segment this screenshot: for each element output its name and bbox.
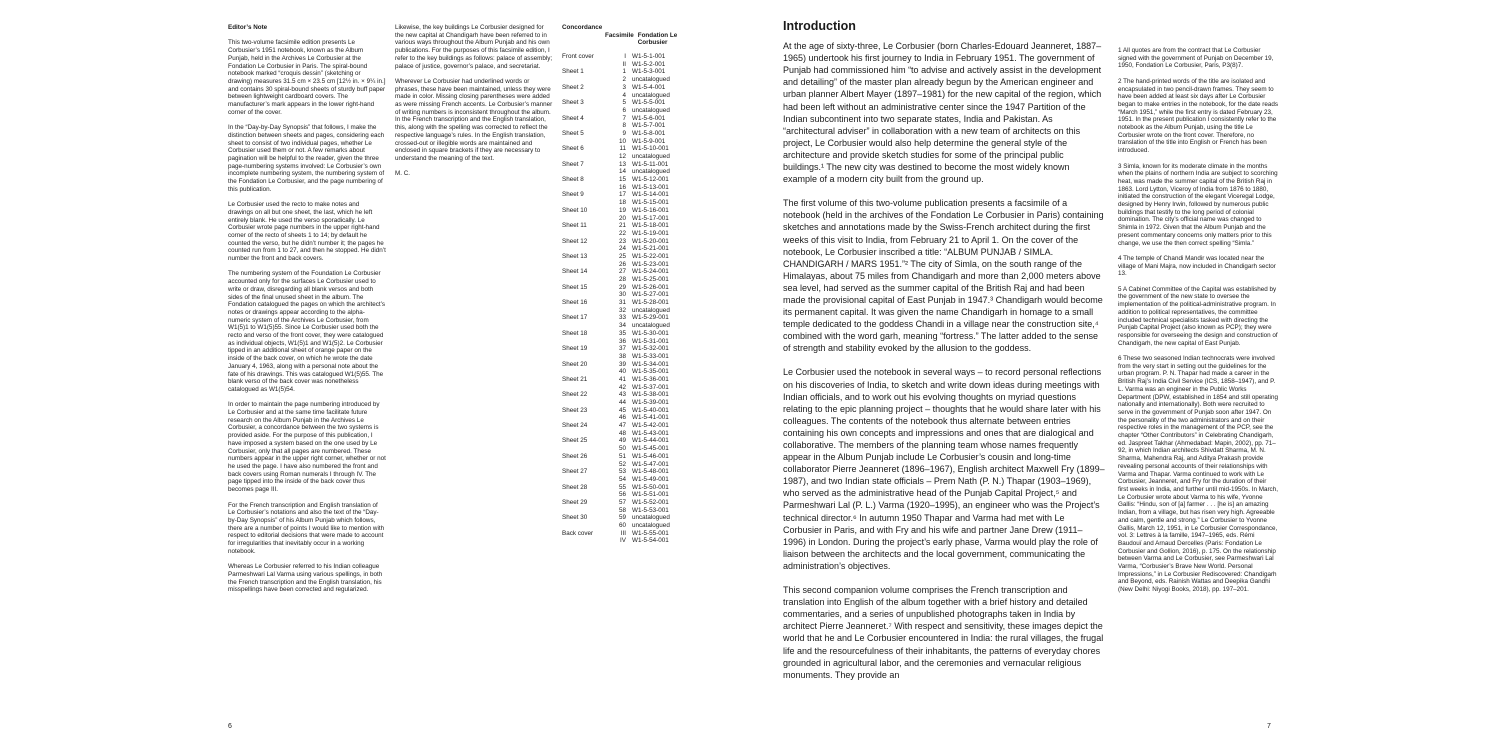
concordance-sheet-label	[562, 338, 608, 346]
concordance-fondation-code: W1-5-4-001	[632, 83, 666, 91]
concordance-sheet-label: Sheet 7	[562, 160, 584, 168]
concordance-row	[562, 484, 692, 492]
concordance-fondation-code: W1-5-11-001	[632, 160, 669, 168]
concordance-fondation-code: W1-5-3-001	[632, 68, 666, 76]
concordance-sheet-label	[562, 184, 608, 192]
concordance-facsimile-number: 17	[618, 191, 626, 199]
concordance-row	[562, 307, 692, 315]
concordance-row	[562, 76, 692, 84]
concordance-row	[562, 491, 692, 499]
concordance-fondation-code: W1-5-34-001	[632, 360, 669, 368]
concordance-sheet-label	[562, 445, 608, 453]
concordance-sheet-label	[562, 430, 608, 438]
concordance-facsimile-number: I	[624, 53, 626, 61]
concordance-fondation-code: W1-5-32-001	[632, 345, 669, 353]
paragraph: This second companion volume comprises the French transcription and translation into English of the album together with a brief history and detailed commentaries, and a series of unpublished photographs taken in India by architect Pierre Jeanneret.⁷ With respect and sensitivity, these images depict the world that he and Le Corbusier encountered in India: the rural villages, the frugal life and the resourcefulness of their inhabitants, the patterns of everyday chores grounded in agricultural labor, and the ceremonies and vernacular religious monuments. They provide an	[783, 585, 1104, 680]
concordance-facsimile-number: 44	[618, 399, 626, 407]
paragraph: Wherever Le Corbusier had underlined words or phrases, these have been maintained, unless they were made in color. Missing closing parentheses were added as were missing French accents. Le Corbusier’s manner of writing numbers is inconsistent throughout the album. In the French transcription and the English translation, this, along with the spelling was corrected to reflect the respective language’s rules. In the English translation, crossed-out or illegible words are maintained and enclosed in square brackets if they are necessary to understand the meaning of the text.	[395, 77, 553, 162]
concordance-row	[562, 130, 692, 138]
concordance-row	[562, 122, 692, 130]
concordance-facsimile-number: 27	[618, 268, 626, 276]
concordance-row	[562, 199, 692, 207]
concordance-fondation-code: W1-5-8-001	[632, 129, 666, 137]
concordance-row	[562, 276, 692, 284]
concordance-row	[562, 253, 692, 261]
concordance-row	[562, 230, 692, 238]
concordance-sheet-label: Sheet 5	[562, 129, 584, 137]
footnote: 5 A Cabinet Committee of the Capital was established by the government of the new state to oversee the implementation of the political-administrative program. In addition to political representatives, the committee included technical specialists tasked with directing the Punjab Capital Project (also known as PCP); they were responsible for overseeing the design and construction of Chandigarh, the new capital of East Punjab.	[1118, 285, 1278, 347]
concordance-row	[562, 330, 692, 338]
concordance-fondation-code: W1-5-10-001	[632, 145, 669, 153]
concordance-facsimile-number: 55	[618, 483, 626, 491]
concordance-facsimile-number: 20	[618, 214, 626, 222]
concordance-row	[562, 414, 692, 422]
concordance-facsimile-number: 36	[618, 337, 626, 345]
concordance-fondation-code: W1-5-25-001	[632, 276, 669, 284]
footnote: 4 The temple of Chandi Mandir was located near the village of Mani Majra, now included in Chandigarh sector 13.	[1118, 254, 1276, 278]
concordance-row	[562, 368, 692, 376]
concordance-row	[562, 107, 692, 115]
concordance-fondation-code: W1-5-6-001	[632, 114, 666, 122]
concordance-row	[562, 145, 692, 153]
concordance-table	[562, 24, 692, 545]
concordance-fondation-code: uncatalogued	[632, 522, 670, 530]
concordance-row	[562, 461, 692, 469]
concordance-facsimile-number: 37	[618, 345, 626, 353]
signature: M. C.	[395, 170, 411, 178]
concordance-fondation-code: W1-5-45-001	[632, 445, 669, 453]
concordance-row	[562, 338, 692, 346]
concordance-row	[562, 361, 692, 369]
concordance-sheet-label	[562, 507, 608, 515]
concordance-facsimile-number: 22	[618, 229, 626, 237]
right-page	[750, 0, 1500, 750]
concordance-sheet-label: Sheet 9	[562, 191, 584, 199]
concordance-row	[562, 176, 692, 184]
concordance-rows	[562, 53, 692, 545]
concordance-fondation-code: W1-5-53-001	[632, 506, 669, 514]
concordance-fondation-code: W1-5-37-001	[632, 383, 669, 391]
concordance-fondation-code: W1-5-35-001	[632, 368, 669, 376]
concordance-fondation-code: W1-5-24-001	[632, 268, 669, 276]
concordance-facsimile-number: 16	[618, 183, 626, 191]
concordance-sheet-label: Sheet 22	[562, 391, 588, 399]
concordance-fondation-code: W1-5-17-001	[632, 214, 669, 222]
concordance-fondation-code: W1-5-9-001	[632, 137, 666, 145]
paragraph: Le Corbusier used the notebook in several ways – to record personal reflections on his discoveries of India, to sketch and write down ideas during meetings with Indian officials, and to work out his evolving thoughts on myriad questions relating to the epic planning project – thoughts that he would share later with his colleagues. The contents of the notebook thus alternate between entries containing his own concepts and impressions and ones that are dialogical and collaborative. The members of the planning team whose names frequently appear in the Album Punjab include Le Corbusier’s cousin and long-time collaborator Pierre Jeanneret (1896–1967), English architect Maxwell Fry (1899–1987), and two Indian state officials – Prem Nath (P. N.) Thapar (1903–1969), who served as the administrative head of the Punjab Capital Project,⁵ and Parmeshwari Lal (P. L.) Varma (1920–1995), an engineer who was the Project’s technical director.⁶ In autumn 1950 Thapar and Varma had met with Le Corbusier in Paris, and with Fry and his wife and partner Jane Drew (1911–1996) in London. During the project’s early phase, Varma would play the role of liaison between the architects and the local government, communicating the administration’s objectives.	[783, 367, 1105, 571]
concordance-row	[562, 61, 692, 69]
introduction-column	[783, 20, 1105, 693]
concordance-facsimile-number: 53	[618, 468, 626, 476]
concordance-fondation-code: W1-5-15-001	[632, 199, 669, 207]
concordance-row	[562, 376, 692, 384]
concordance-facsimile-number: 6	[622, 106, 626, 114]
concordance-row	[562, 92, 692, 100]
concordance-facsimile-number: 45	[618, 406, 626, 414]
concordance-sheet-label: Sheet 19	[562, 345, 588, 353]
concordance-fondation-code: uncatalogued	[632, 514, 670, 522]
concordance-facsimile-number: 2	[622, 76, 626, 84]
concordance-fondation-code: W1-5-47-001	[632, 460, 669, 468]
concordance-fondation-code: W1-5-44-001	[632, 437, 669, 445]
paragraph: At the age of sixty-three, Le Corbusier (born Charles-Edouard Jeanneret, 1887–1965) undertook his first journey to India in February 1951. The government of Punjab had commissioned him “to advise and actively assist in the development and detailing” of the master plan already begun by the American engineer and urban planner Albert Mayer (1897–1981) for the new capital of the region, which had been left without an administrative center since the 1947 Partition of the Indian subcontinent into two separate states, India and Pakistan. As “architectural adviser” in collaboration with a new team of architects on this project, Le Corbusier would also help determine the general style of the architecture and provide sketch studies for some of the principal public buildings.¹ The new city was destined to become the most widely known example of a modern city built from the ground up.	[783, 41, 1102, 185]
concordance-row	[562, 391, 692, 399]
concordance-row	[562, 514, 692, 522]
concordance-facsimile-number: 28	[618, 276, 626, 284]
concordance-fondation-code: W1-5-42-001	[632, 422, 669, 430]
paragraph: In order to maintain the page numbering introduced by Le Corbusier and at the same time facilitate future research on the Album Punjab in the Archives Le Corbusier, a concordance between the two systems is provided aside. For the purpose of this publication, I have imposed a system based on the one used by Le Corbusier, only that all pages are numbered. These numbers appear in the upper right corner, whether or not he used the page. I have also numbered the front and back covers using Roman numerals I through IV. The page tipped into the inside of the back cover thus becomes page III.	[228, 401, 386, 494]
concordance-sheet-label: Sheet 27	[562, 468, 588, 476]
concordance-facsimile-number: 8	[622, 122, 626, 130]
concordance-row	[562, 191, 692, 199]
concordance-fondation-code: W1-5-19-001	[632, 229, 669, 237]
concordance-row	[562, 476, 692, 484]
concordance-fondation-code: W1-5-49-001	[632, 475, 669, 483]
footnote: 1 All quotes are from the contract that Le Corbusier signed with the government of Punjab on December 19, 1950, Fondation Le Corbusier, Paris, P3(8)7.	[1118, 47, 1274, 70]
paragraph: This two-volume facsimile edition presents Le Corbusier’s 1951 notebook, known as the Album Punjab, held in the Archives Le Corbusier at the Fondation Le Corbusier in Paris. The spiral-bound notebook marked “croquis dessin” (sketching or drawing) measures 31.5 cm × 23.5 cm [12½ in. × 9¼ in.] and contains 30 spiral-bound sheets of sturdy buff paper between lightweight cardboard covers. The manufacturer’s mark appears in the lower right-hand corner of the cover.	[228, 39, 386, 116]
concordance-facsimile-number: 57	[618, 498, 626, 506]
concordance-column-headers	[562, 32, 692, 47]
concordance-sheet-label: Sheet 11	[562, 222, 587, 230]
concordance-facsimile-number: 23	[618, 237, 626, 245]
concordance-row	[562, 314, 692, 322]
concordance-fondation-code: W1-5-5-001	[632, 99, 666, 107]
concordance-sheet-label	[562, 276, 608, 284]
concordance-title: Concordance	[562, 24, 603, 31]
concordance-facsimile-number: IV	[620, 537, 626, 545]
concordance-fondation-code: uncatalogued	[632, 153, 670, 161]
concordance-sheet-label: Sheet 30	[562, 514, 588, 522]
concordance-sheet-label: Sheet 13	[562, 252, 588, 260]
concordance-facsimile-number: 1	[622, 68, 626, 76]
concordance-facsimile-number: 60	[618, 522, 626, 530]
concordance-sheet-label: Back cover	[562, 529, 594, 537]
concordance-sheet-label	[562, 168, 608, 176]
concordance-fondation-code: W1-5-38-001	[632, 391, 669, 399]
concordance-sheet-label: Sheet 3	[562, 99, 584, 107]
concordance-sheet-label	[562, 522, 608, 530]
concordance-row	[562, 168, 692, 176]
concordance-fondation-code: W1-5-2-001	[632, 60, 666, 68]
concordance-fondation-code: W1-5-27-001	[632, 291, 669, 299]
concordance-fondation-code: W1-5-54-001	[632, 537, 669, 545]
concordance-row	[562, 530, 692, 538]
concordance-facsimile-number: 35	[618, 329, 626, 337]
concordance-row	[562, 53, 692, 61]
concordance-fondation-code: W1-5-28-001	[632, 299, 669, 307]
editors-note-column-2	[395, 24, 553, 186]
concordance-sheet-label: Sheet 21	[562, 375, 588, 383]
concordance-facsimile-number: 52	[618, 460, 626, 468]
concordance-sheet-label: Sheet 24	[562, 422, 588, 430]
concordance-facsimile-number: 24	[618, 245, 626, 253]
concordance-row	[562, 99, 692, 107]
concordance-sheet-label: Sheet 26	[562, 452, 588, 460]
concordance-sheet-label	[562, 245, 608, 253]
concordance-sheet-label	[562, 399, 608, 407]
page-number-right: 7	[1267, 723, 1271, 730]
concordance-facsimile-number: 7	[622, 114, 626, 122]
concordance-fondation-code: W1-5-48-001	[632, 468, 669, 476]
concordance-row	[562, 222, 692, 230]
concordance-sheet-label	[562, 353, 608, 361]
concordance-sheet-label	[562, 92, 608, 100]
concordance-facsimile-number: 54	[618, 475, 626, 483]
concordance-facsimile-number: 51	[618, 452, 626, 460]
concordance-facsimile-number: 46	[618, 414, 626, 422]
concordance-facsimile-number: 39	[618, 360, 626, 368]
concordance-row	[562, 215, 692, 223]
concordance-sheet-label: Sheet 16	[562, 299, 588, 307]
concordance-facsimile-number: 30	[618, 291, 626, 299]
concordance-fondation-code: W1-5-21-001	[632, 245, 669, 253]
concordance-fondation-code: W1-5-26-001	[632, 283, 669, 291]
concordance-sheet-label	[562, 107, 608, 115]
concordance-row	[562, 161, 692, 169]
concordance-row	[562, 153, 692, 161]
concordance-facsimile-number: 3	[622, 83, 626, 91]
concordance-fondation-code: W1-5-22-001	[632, 252, 669, 260]
concordance-facsimile-number: 50	[618, 445, 626, 453]
paragraph: Likewise, the key buildings Le Corbusier designed for the new capital at Chandigarh have been referred to in various ways throughout the Album Punjab and his own publications. For the purposes of this facsimile edition, I refer to the key buildings as follows: palace of assembly; palace of justice, governor’s palace, and secretariat.	[395, 24, 553, 70]
concordance-sheet-label	[562, 153, 608, 161]
concordance-row	[562, 284, 692, 292]
paragraph: Whereas Le Corbusier referred to his Indian colleague Parmeshwari Lal Varma using various spellings, in both the French transcription and the English translation, his misspellings have been corrected and regularized.	[228, 563, 383, 594]
concordance-row	[562, 261, 692, 269]
concordance-sheet-label: Sheet 10	[562, 206, 588, 214]
concordance-fondation-code: W1-5-52-001	[632, 498, 669, 506]
concordance-sheet-label	[562, 384, 608, 392]
paragraph: Le Corbusier used the recto to make notes and drawings on all but one sheet, the last, which he left entirely blank. He used the verso sporadically. Le Corbusier wrote page numbers in the upper right-hand corner of the recto of sheets 1 to 14; by default he counted the verso, but he didn’t number it; the pages he counted run from 1 to 27, and then he stopped. He didn’t number the front and back covers.	[228, 201, 386, 263]
concordance-facsimile-number: 38	[618, 352, 626, 360]
concordance-facsimile-number: II	[622, 60, 626, 68]
concordance-fondation-code: W1-5-39-001	[632, 399, 669, 407]
concordance-fondation-code: W1-5-33-001	[632, 352, 669, 360]
concordance-facsimile-number: 31	[618, 299, 626, 307]
concordance-facsimile-number: 40	[618, 368, 626, 376]
concordance-row	[562, 522, 692, 530]
concordance-sheet-label: Sheet 28	[562, 483, 588, 491]
concordance-fondation-code: W1-5-20-001	[632, 237, 669, 245]
concordance-row	[562, 322, 692, 330]
concordance-sheet-label	[562, 414, 608, 422]
footnote: 6 These two seasoned Indian technocrats were involved from the very start in setting out the guidelines for the urban program. P. N. Thapar had made a career in the British Raj’s India Civil Service (ICS, 1858–1947), and P. L. Varma was an engineer in the Public Works Department (DPW, established in 1854 and still operating nationally and internationally). Both were recruited to serve in the government of Punjab soon after 1947. On the personality of the two administrators and on their respective roles in the management of the PCP, see the chapter “Other Contributors” in Celebrating Chandigarh, ed. Jaspreet Takhar (Ahmedabad: Mapin, 2002), pp. 71–92, in which Indian architects Shivdatt Sharma, M. N. Sharma, Mahendra Raj, and Aditya Prakash provide revealing personal accounts of their relationships with Varma and Thapar. Varma continued to work with Le Corbusier, Jeanneret, and Fry for the duration of their first weeks in India, and further until mid-1950s. In March, Le Corbusier wrote about Varma to his wife, Yvonne Gallis: “Hindu, son of [a] farmer . . . [he is] an amazing Indian, from a village, but has risen very high. Agreeable and calm, gentle and strong.” Le Corbusier to Yvonne Gallis, March 12, 1951, in Le Corbusier Correspondance, vol. 3: Lettres à la famille, 1947–1965, eds. Rémi Baudouï and Arnaud Dercelles (Paris: Fondation Le Corbusier and Gollion, 2016), p. 175. On the relationship between Varma and Le Corbusier, see Parmeshwari Lal Varma, “Corbusier’s Brave New World. Personal Impressions,” in Le Corbusier Rediscovered: Chandigarh and Beyond, eds. Rainish Wattas and Deepika Gandhi (New Delhi: Niyogi Books, 2018), pp. 197–201.	[1118, 355, 1278, 594]
concordance-facsimile-number: 43	[618, 391, 626, 399]
concordance-sheet-label	[562, 307, 608, 315]
concordance-fondation-code: W1-5-31-001	[632, 337, 669, 345]
concordance-fondation-code: W1-5-41-001	[632, 414, 669, 422]
concordance-row	[562, 445, 692, 453]
concordance-fondation-code: uncatalogued	[632, 106, 670, 114]
concordance-facsimile-number: 29	[618, 283, 626, 291]
concordance-facsimile-number: 21	[618, 222, 626, 230]
concordance-fondation-code: W1-5-29-001	[632, 314, 669, 322]
editors-note-heading: Editor’s Note	[228, 24, 268, 31]
concordance-sheet-label	[562, 230, 608, 238]
paragraph: In the “Day-by-Day Synopsis” that follows, I make the distinction between sheets and pages, considering each sheet to consist of two individual pages, whether Le Corbusier used them or not. A few remarks about pagination will be helpful to the reader, given the three page-numbering systems involved: Le Corbusier’s own incomplete numbering system, the numbering system of the Fondation Le Corbusier, and the page numbering of this publication.	[228, 124, 385, 193]
concordance-sheet-label	[562, 291, 608, 299]
concordance-facsimile-number: 4	[622, 91, 626, 99]
concordance-sheet-label	[562, 322, 608, 330]
concordance-facsimile-number: 15	[618, 176, 626, 184]
concordance-facsimile-number: 42	[618, 383, 626, 391]
concordance-facsimile-number: III	[620, 529, 626, 537]
concordance-facsimile-number: 47	[618, 422, 626, 430]
concordance-row	[562, 115, 692, 123]
editors-note-column-1	[228, 24, 386, 602]
concordance-row	[562, 437, 692, 445]
concordance-sheet-label	[562, 537, 608, 545]
page-number-left: 6	[228, 723, 232, 730]
concordance-facsimile-number: 56	[618, 491, 626, 499]
concordance-facsimile-number: 33	[618, 314, 626, 322]
concordance-sheet-label: Sheet 14	[562, 268, 588, 276]
concordance-row	[562, 507, 692, 515]
concordance-facsimile-number: 9	[622, 129, 626, 137]
concordance-sheet-label: Sheet 20	[562, 360, 588, 368]
concordance-row	[562, 68, 692, 76]
concordance-row	[562, 245, 692, 253]
concordance-row	[562, 184, 692, 192]
concordance-sheet-label	[562, 76, 608, 84]
concordance-fondation-code: uncatalogued	[632, 91, 670, 99]
concordance-facsimile-number: 13	[618, 160, 626, 168]
concordance-row	[562, 353, 692, 361]
concordance-sheet-label	[562, 368, 608, 376]
concordance-facsimile-number: 41	[618, 375, 626, 383]
concordance-facsimile-number: 11	[619, 145, 626, 153]
concordance-fondation-code: uncatalogued	[632, 322, 670, 330]
concordance-facsimile-number: 19	[618, 206, 626, 214]
footnote: 3 Simla, known for its moderate climate in the months when the plains of northern India are subject to scorching heat, was made the summer capital of the British Raj in 1863. Lord Lytton, Viceroy of India from 1876 to 1880, initiated the construction of the elegant Viceregal Lodge, designed by Henry Irwin, followed by numerous public buildings that testify to the long period of colonial domination. The city’s official name was changed to Shimla in 1972. Given that the Album Punjab and the present commentary concerns only matters prior to this change, we use the then correct spelling “Simla.”	[1118, 162, 1278, 247]
concordance-row	[562, 422, 692, 430]
concordance-facsimile-number: 32	[618, 306, 626, 314]
concordance-fondation-code: W1-5-23-001	[632, 260, 669, 268]
concordance-row	[562, 399, 692, 407]
concordance-fondation-code: W1-5-55-001	[632, 529, 669, 537]
concordance-sheet-label: Front cover	[562, 53, 594, 61]
concordance-header	[562, 24, 692, 32]
concordance-row	[562, 468, 692, 476]
concordance-row	[562, 453, 692, 461]
concordance-row	[562, 407, 692, 415]
concordance-fondation-code: W1-5-51-001	[632, 491, 669, 499]
concordance-fondation-code: W1-5-50-001	[632, 483, 669, 491]
concordance-sheet-label	[562, 215, 608, 223]
concordance-sheet-label: Sheet 25	[562, 437, 588, 445]
concordance-fondation-code: W1-5-46-001	[632, 452, 669, 460]
concordance-fondation-code: W1-5-18-001	[632, 222, 669, 230]
concordance-fondation-code: W1-5-7-001	[632, 122, 666, 130]
concordance-sheet-label: Sheet 29	[562, 498, 588, 506]
concordance-sheet-label: Sheet 2	[562, 83, 584, 91]
paragraph: The numbering system of the Foundation Le Corbusier accounted only for the surfaces Le Corbusier used to write or draw, disregarding all blank versos and both sides of the final unused sheet in the album. The Fondation catalogued the pages on which the architect’s notes or drawings appear according to the alpha-numeric system of the Archives Le Corbusier, from W1(5)1 to W1(5)55. Since Le Corbusier used both the recto and verso of the front cover, they were catalogued as individual objects, W1(5)1 and W1(5)2. Le Corbusier tipped in an additional sheet of orange paper on the inside of the back cover, on which he wrote the date January 4, 1963, along with a personal note about the fate of his drawings. This was catalogued W1(5)55. The blank verso of the back cover was nonetheless catalogued as W1(5)54.	[228, 270, 386, 393]
page-title: Introduction	[783, 19, 856, 33]
concordance-row	[562, 537, 692, 545]
concordance-facsimile-number: 10	[618, 137, 626, 145]
concordance-facsimile-number: 12	[618, 153, 626, 161]
concordance-fondation-code: W1-5-14-001	[632, 191, 669, 199]
concordance-sheet-label	[562, 199, 608, 207]
concordance-sheet-label	[562, 261, 608, 269]
concordance-fondation-code: W1-5-36-001	[632, 375, 669, 383]
footnote: 2 The hand-printed words of the title are isolated and encapsulated in two pencil-drawn frames. They seem to have been added at least six days after Le Corbusier began to make entries in the notebook, for the date reads “March 1951,” while the first entry is dated February 23, 1951. In the present publication I consistently refer to the notebook as the Album Punjab, using the title Le Corbusier wrote on the front cover. Therefore, no translation of the title into English or French has been introduced.	[1118, 77, 1278, 155]
concordance-fondation-code: W1-5-40-001	[632, 406, 669, 414]
concordance-facsimile-number: 34	[618, 322, 626, 330]
concordance-row	[562, 299, 692, 307]
concordance-facsimile-number: 48	[618, 429, 626, 437]
concordance-facsimile-number: 25	[618, 252, 626, 260]
paragraph: For the French transcription and English translation of Le Corbusier’s notations and also the text of the “Day-by-Day Synopsis” of his Album Punjab which follows, there are a number of points I would like to mention with respect to editorial decisions that were made to account for irregularities that inevitably occur in a working notebook.	[228, 501, 385, 555]
concordance-sheet-label: Sheet 1	[562, 68, 584, 76]
concordance-row	[562, 345, 692, 353]
concordance-facsimile-number: 49	[618, 437, 626, 445]
concordance-fondation-code: W1-5-16-001	[632, 206, 669, 214]
concordance-row	[562, 499, 692, 507]
concordance-sheet-label: Sheet 23	[562, 406, 588, 414]
concordance-facsimile-number: 59	[618, 514, 626, 522]
concordance-sheet-label	[562, 122, 608, 130]
concordance-sheet-label	[562, 476, 608, 484]
concordance-row	[562, 291, 692, 299]
concordance-sheet-label	[562, 491, 608, 499]
concordance-row	[562, 384, 692, 392]
concordance-facsimile-number: 18	[618, 199, 626, 207]
concordance-sheet-label: Sheet 15	[562, 283, 588, 291]
concordance-row	[562, 207, 692, 215]
concordance-facsimile-number: 58	[618, 506, 626, 514]
concordance-sheet-label: Sheet 4	[562, 114, 584, 122]
concordance-row	[562, 138, 692, 146]
paragraph: The first volume of this two-volume publication presents a facsimile of a notebook (held in the archives of the Fondation Le Corbusier in Paris) containing sketches and annotations made by the Swiss-French architect during the first weeks of this visit to India, from February 21 to April 1. On the cover of the notebook, Le Corbusier inscribed a title: “ALBUM PUNJAB / SIMLA. CHANDIGARH / MARS 1951.”² The city of Simla, on the south range of the Himalayas, about 75 miles from Chandigarh and more than 2,000 meters above sea level, had served as the summer capital of the British Raj and had been made the provisional capital of East Punjab in 1947.³ Chandigarh would become its permanent capital. It was given the name Chandigarh in homage to a small temple dedicated to the goddess Chandi in a village near the construction site,⁴ combined with the word garh, meaning “fortress.” The latter added to the sense of strength and stability evoked by the allusion to the goddess.	[783, 198, 1104, 354]
concordance-row	[562, 430, 692, 438]
concordance-fondation-code: uncatalogued	[632, 306, 670, 314]
concordance-sheet-label	[562, 461, 608, 469]
concordance-row	[562, 268, 692, 276]
concordance-sheet-label	[562, 61, 608, 69]
concordance-row	[562, 238, 692, 246]
concordance-sheet-label: Sheet 6	[562, 145, 584, 153]
concordance-fondation-code: uncatalogued	[632, 76, 670, 84]
concordance-fondation-code: W1-5-12-001	[632, 176, 669, 184]
concordance-fondation-code: W1-5-43-001	[632, 429, 669, 437]
concordance-facsimile-number: 5	[622, 99, 626, 107]
concordance-row	[562, 84, 692, 92]
concordance-sheet-label: Sheet 18	[562, 329, 588, 337]
concordance-fondation-code: W1-5-30-001	[632, 329, 669, 337]
concordance-sheet-label: Sheet 17	[562, 314, 588, 322]
concordance-sheet-label	[562, 138, 608, 146]
concordance-fondation-code: W1-5-1-001	[632, 53, 666, 61]
fondation-column-header: Fondation Le Corbusier	[637, 31, 678, 47]
facsimile-column-header: Facsimile	[605, 31, 634, 39]
concordance-sheet-label: Sheet 12	[562, 237, 588, 245]
concordance-fondation-code: W1-5-13-001	[632, 183, 669, 191]
concordance-facsimile-number: 14	[618, 168, 626, 176]
concordance-fondation-code: uncatalogued	[632, 168, 670, 176]
concordance-sheet-label: Sheet 8	[562, 176, 584, 184]
concordance-facsimile-number: 26	[618, 260, 626, 268]
footnotes-column	[1118, 47, 1278, 602]
